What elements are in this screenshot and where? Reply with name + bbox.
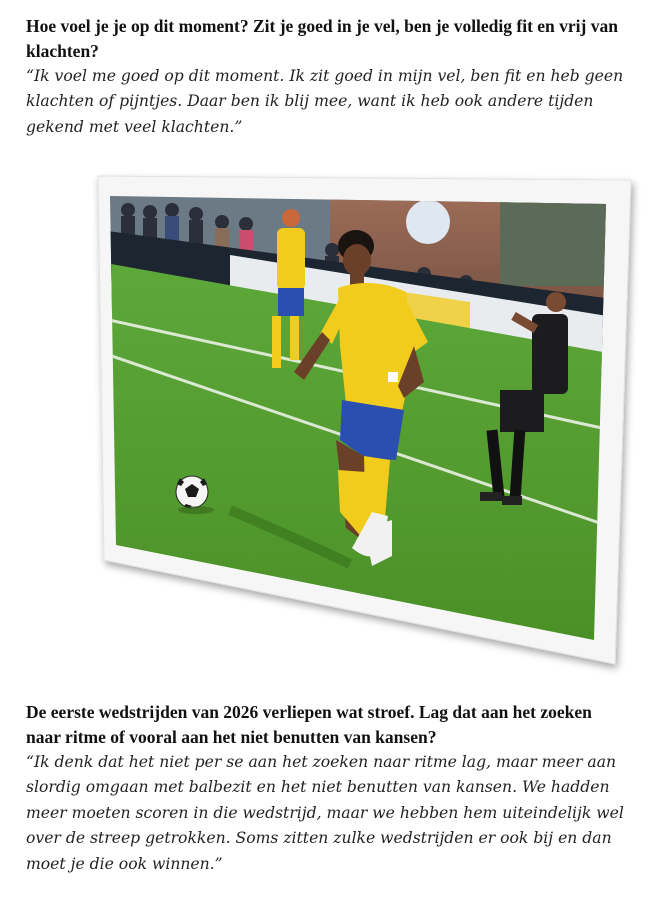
pitch-lines [100, 318, 620, 530]
club-crest [406, 200, 450, 244]
interview-answer: “Ik denk dat het niet per se aan het zoeken naar ritme lag, maar meer aan slordig omgaan met balbezit en het niet benutten van kansen. We hadden meer moeten scoren in die wedstrijd, maar we hebben hem uiteindelijk wel over de streep getrokken. Soms zitten zulke wedstrijden er ook bij en dan moet je die ook winnen.” [26, 753, 624, 873]
interview-question: Hoe voel je je op dit moment? Zit je goed in je vel, ben je volledig fit en vrij van klachten? [26, 16, 618, 61]
main-player [294, 230, 428, 566]
qa-block-fitness [26, 14, 626, 140]
photo-frame [98, 176, 631, 664]
photo-content [100, 190, 620, 660]
qa-block-matches [26, 700, 626, 877]
referee [480, 292, 568, 505]
interview-question: De eerste wedstrijden van 2026 verliepen wat stroef. Lag dat aan het zoeken naar ritme of vooral aan het niet benutten van kansen? [26, 702, 592, 747]
football [176, 476, 214, 514]
background-player [272, 209, 305, 368]
crowd [121, 203, 501, 318]
interview-answer: “Ik voel me goed op dit moment. Ik zit goed in mijn vel, ben fit en heb geen klachten of pijntjes. Daar ben ik blij mee, want ik heb ook andere tijden gekend met veel klachten.” [26, 67, 624, 136]
